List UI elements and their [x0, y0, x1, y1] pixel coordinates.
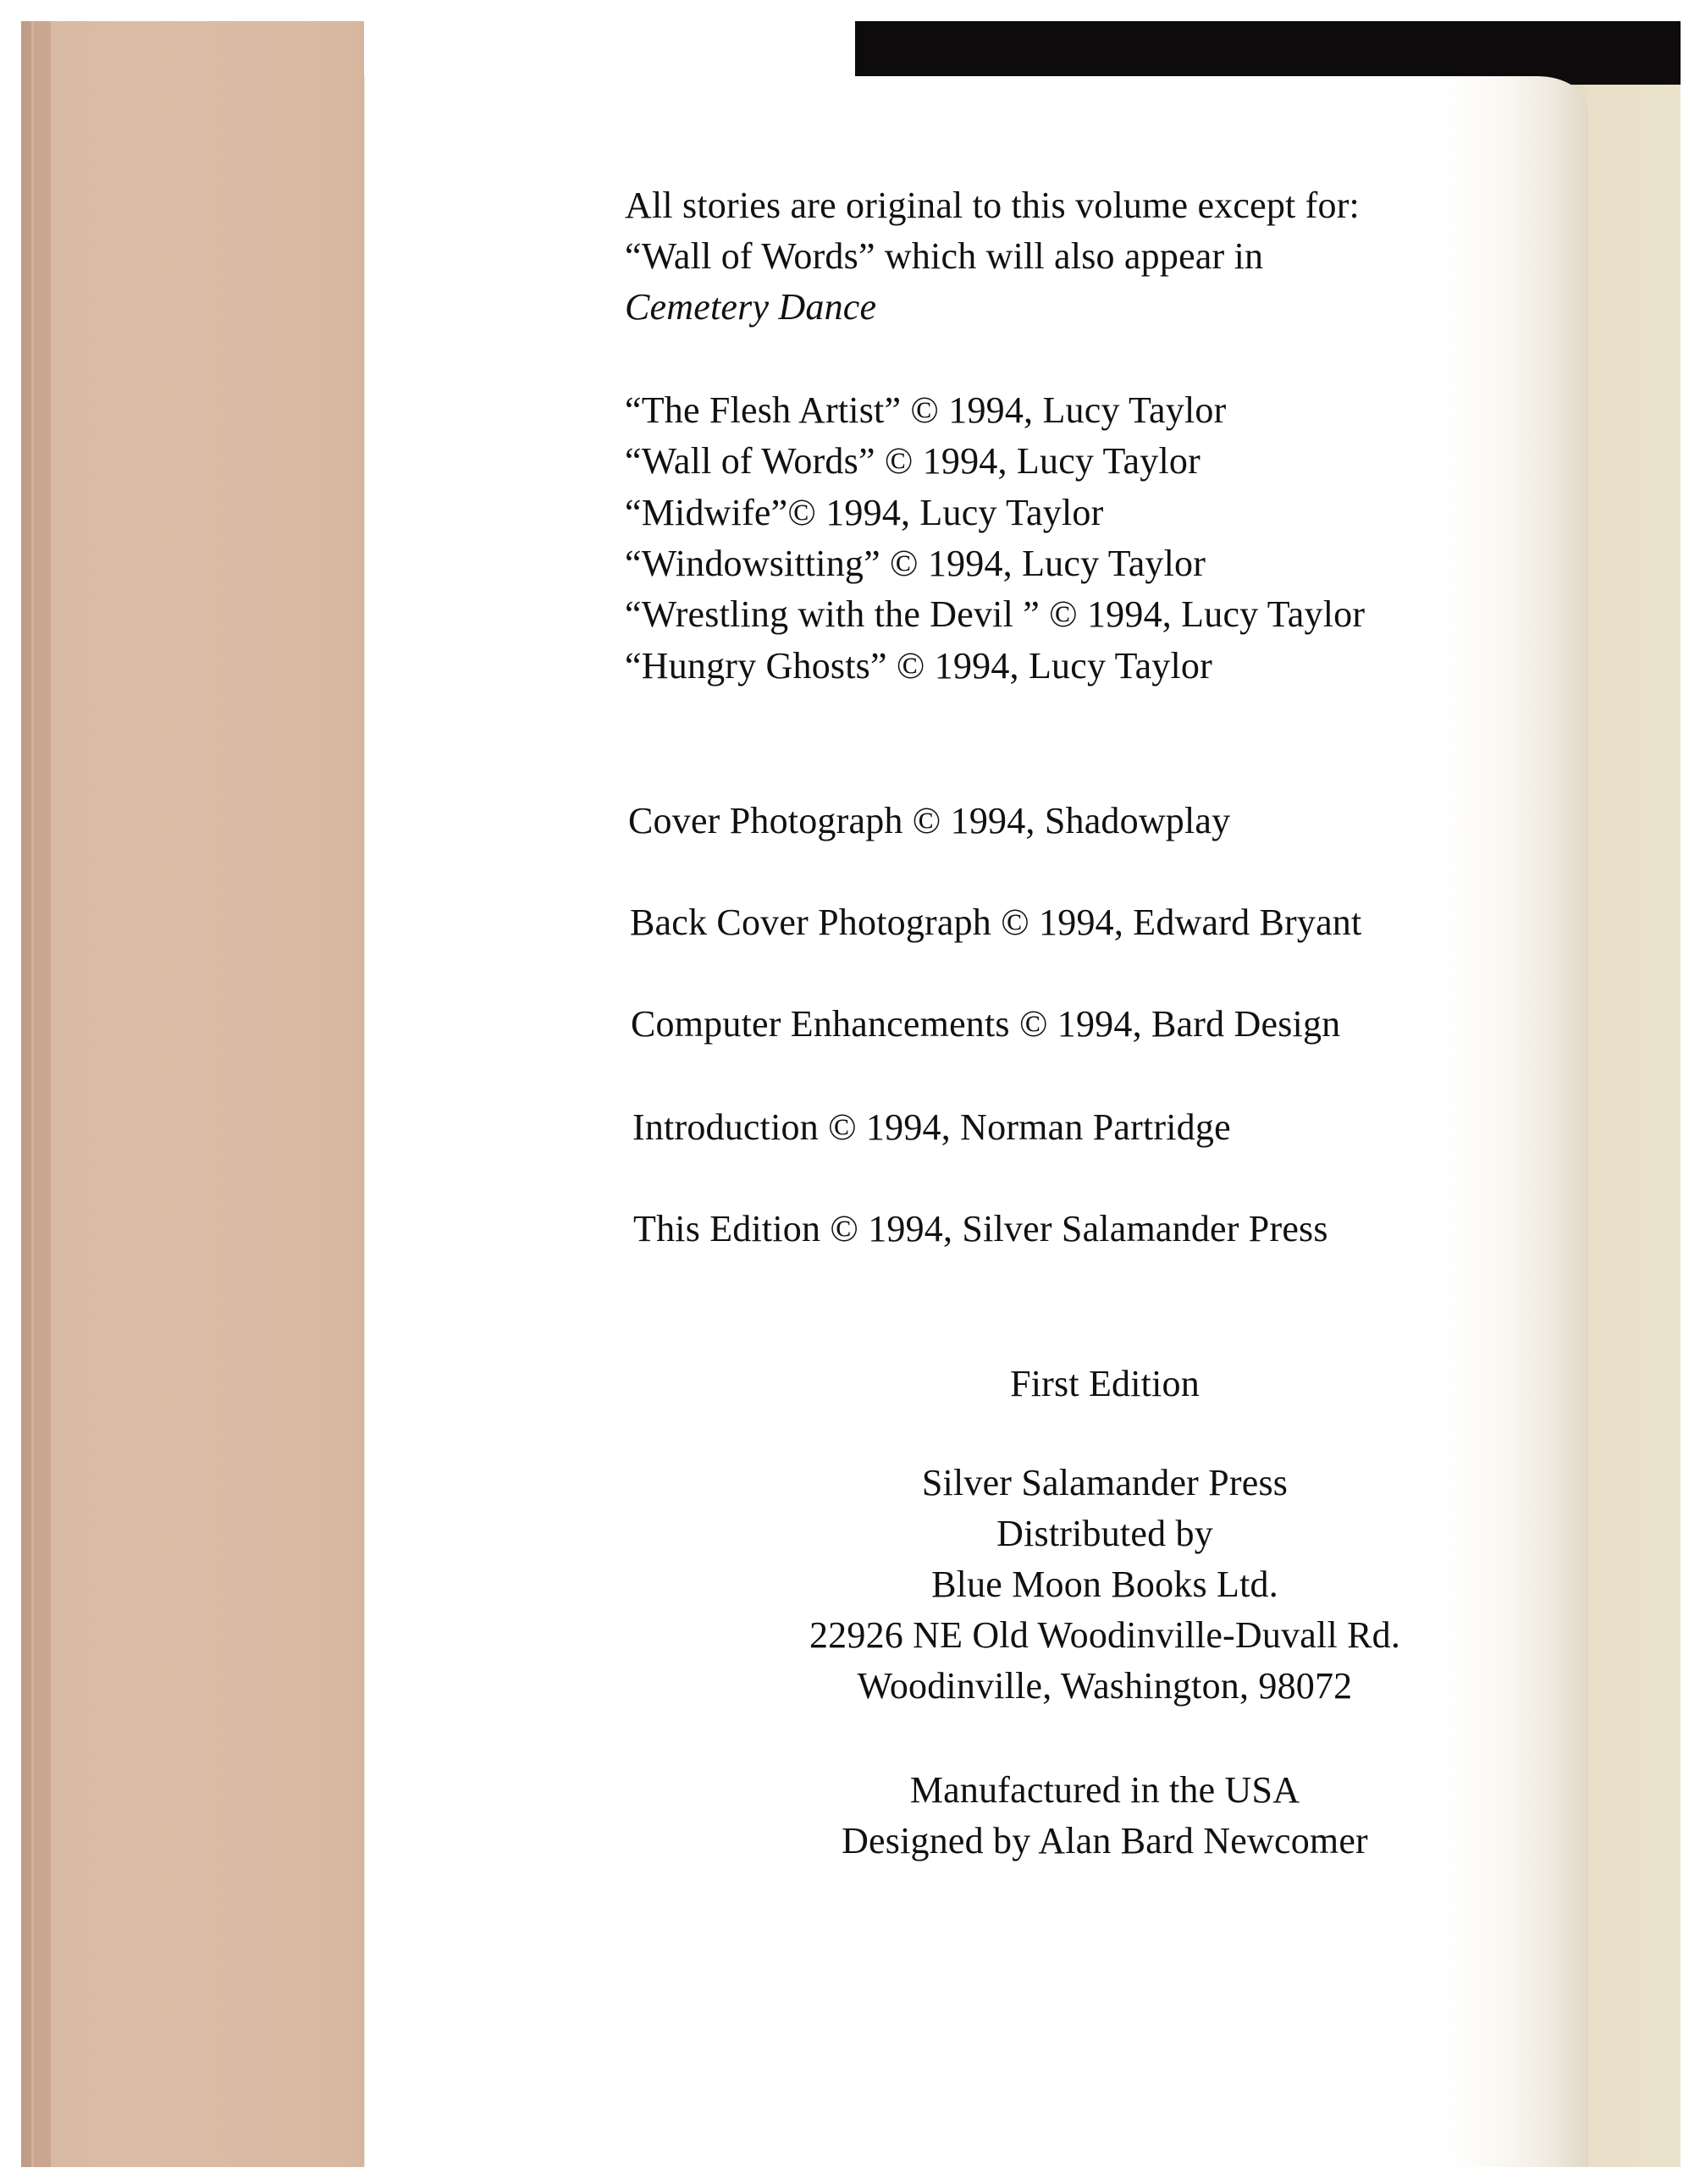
- story-copyright: “The Flesh Artist” © 1994, Lucy Taylor: [625, 389, 1227, 431]
- intro-line-3: Cemetery Dance: [625, 286, 877, 328]
- story-copyright: “Midwife”© 1994, Lucy Taylor: [625, 492, 1104, 533]
- distributor-name: Blue Moon Books Ltd.: [931, 1564, 1278, 1605]
- edition-credit: This Edition © 1994, Silver Salamander Press: [633, 1208, 1328, 1249]
- intro-line-2: “Wall of Words” which will also appear in: [625, 235, 1264, 277]
- story-copyright: “Windowsitting” © 1994, Lucy Taylor: [625, 543, 1206, 584]
- left-board-edge: [21, 21, 31, 2167]
- publisher-city: Woodinville, Washington, 98072: [857, 1665, 1353, 1707]
- story-copyright: “Wall of Words” © 1994, Lucy Taylor: [625, 440, 1200, 482]
- introduction-credit: Introduction © 1994, Norman Partridge: [632, 1106, 1231, 1148]
- designed-by-line: Designed by Alan Bard Newcomer: [842, 1820, 1368, 1861]
- publisher-name: Silver Salamander Press: [921, 1462, 1289, 1503]
- story-copyright: “Wrestling with the Devil ” © 1994, Lucy Taylor: [625, 593, 1366, 635]
- top-sheet: [364, 21, 855, 80]
- intro-line-1: All stories are original to this volume except for:: [625, 185, 1360, 226]
- distributed-by: Distributed by: [996, 1513, 1213, 1554]
- left-board: [21, 21, 377, 2167]
- computer-enhancements-credit: Computer Enhancements © 1994, Bard Design: [631, 1003, 1341, 1045]
- left-board-stripe: [34, 21, 51, 2167]
- publisher-street: 22926 NE Old Woodinville-Duvall Rd.: [809, 1614, 1401, 1656]
- cover-photo-credit: Cover Photograph © 1994, Shadowplay: [628, 800, 1231, 841]
- back-cover-photo-credit: Back Cover Photograph © 1994, Edward Bryant: [630, 902, 1362, 943]
- story-copyright: “Hungry Ghosts” © 1994, Lucy Taylor: [625, 645, 1212, 687]
- edition-label: First Edition: [1010, 1363, 1200, 1404]
- manufactured-line: Manufactured in the USA: [909, 1769, 1300, 1811]
